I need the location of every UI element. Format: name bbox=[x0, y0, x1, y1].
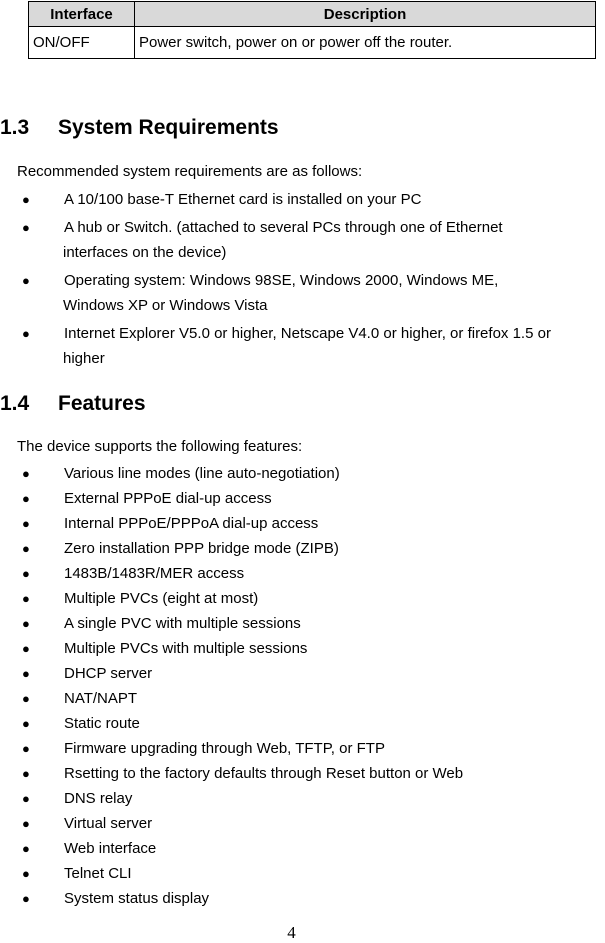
list-item-text: Windows XP or Windows Vista bbox=[63, 297, 268, 314]
table-cell-interface: ON/OFF bbox=[29, 27, 135, 59]
list-item-text: Multiple PVCs with multiple sessions bbox=[64, 640, 308, 657]
bullet-icon: ● bbox=[22, 541, 30, 556]
section-intro: Recommended system requirements are as follows: bbox=[17, 163, 363, 180]
bullet-icon: ● bbox=[22, 816, 30, 831]
list-item-text: Internet Explorer V5.0 or higher, Netscape V4.0 or higher, or firefox 1.5 or bbox=[64, 325, 551, 342]
bullet-icon: ● bbox=[22, 616, 30, 631]
bullet-icon: ● bbox=[22, 841, 30, 856]
list-item-text: higher bbox=[63, 350, 105, 367]
section-number: 1.3 bbox=[0, 116, 30, 139]
list-item-text: Zero installation PPP bridge mode (ZIPB) bbox=[64, 540, 339, 557]
table-row bbox=[29, 27, 596, 59]
list-item-text: interfaces on the device) bbox=[63, 244, 227, 261]
section-title: System Requirements bbox=[58, 116, 279, 139]
page-number: 4 bbox=[287, 923, 296, 942]
bullet-icon: ● bbox=[22, 326, 30, 341]
section-heading-system-requirements bbox=[0, 116, 279, 140]
table-header-row bbox=[29, 2, 596, 27]
list-item-text: Telnet CLI bbox=[64, 865, 132, 882]
section-heading-features bbox=[0, 392, 146, 416]
list-item-text: A 10/100 base-T Ethernet card is installed on your PC bbox=[64, 191, 422, 208]
list-item-text: Virtual server bbox=[64, 815, 153, 832]
list-item-text: NAT/NAPT bbox=[64, 690, 138, 707]
list-item-text: External PPPoE dial-up access bbox=[64, 490, 272, 507]
bullet-icon: ● bbox=[22, 591, 30, 606]
bullet-icon: ● bbox=[22, 516, 30, 531]
bullet-icon: ● bbox=[22, 891, 30, 906]
section-intro: The device supports the following features: bbox=[17, 438, 303, 455]
list-item-text: Internal PPPoE/PPPoA dial-up access bbox=[64, 515, 319, 532]
list-item-text: Firmware upgrading through Web, TFTP, or FTP bbox=[64, 740, 385, 757]
bullet-icon: ● bbox=[22, 691, 30, 706]
list-item-text: DHCP server bbox=[64, 665, 153, 682]
list-item-text: Rsetting to the factory defaults through Reset button or Web bbox=[64, 765, 464, 782]
list-item-text: Static route bbox=[64, 715, 140, 732]
list-item-text: Various line modes (line auto-negotiation) bbox=[64, 465, 340, 482]
interface-table bbox=[28, 1, 596, 59]
bullet-icon: ● bbox=[22, 641, 30, 656]
bullet-icon: ● bbox=[22, 716, 30, 731]
bullet-icon: ● bbox=[22, 220, 30, 235]
list-item-text: A hub or Switch. (attached to several PCs through one of Ethernet bbox=[64, 219, 503, 236]
table-header-description: Description bbox=[135, 2, 596, 27]
list-item-text: 1483B/1483R/MER access bbox=[64, 565, 245, 582]
bullet-icon: ● bbox=[22, 192, 30, 207]
bullet-icon: ● bbox=[22, 766, 30, 781]
list-item-text: DNS relay bbox=[64, 790, 133, 807]
bullet-icon: ● bbox=[22, 741, 30, 756]
list-item-text: Web interface bbox=[64, 840, 157, 857]
bullet-icon: ● bbox=[22, 791, 30, 806]
list-item-text: System status display bbox=[64, 890, 210, 907]
table-cell-description: Power switch, power on or power off the router. bbox=[135, 27, 596, 59]
bullet-icon: ● bbox=[22, 566, 30, 581]
bullet-icon: ● bbox=[22, 866, 30, 881]
bullet-icon: ● bbox=[22, 466, 30, 481]
bullet-icon: ● bbox=[22, 666, 30, 681]
section-number: 1.4 bbox=[0, 392, 30, 415]
list-item-text: Operating system: Windows 98SE, Windows 2000, Windows ME, bbox=[64, 272, 499, 289]
bullet-icon: ● bbox=[22, 273, 30, 288]
section-title: Features bbox=[58, 392, 146, 415]
list-item-text: Multiple PVCs (eight at most) bbox=[64, 590, 259, 607]
list-item-text: A single PVC with multiple sessions bbox=[64, 615, 301, 632]
table-header-interface: Interface bbox=[29, 2, 135, 27]
bullet-icon: ● bbox=[22, 491, 30, 506]
